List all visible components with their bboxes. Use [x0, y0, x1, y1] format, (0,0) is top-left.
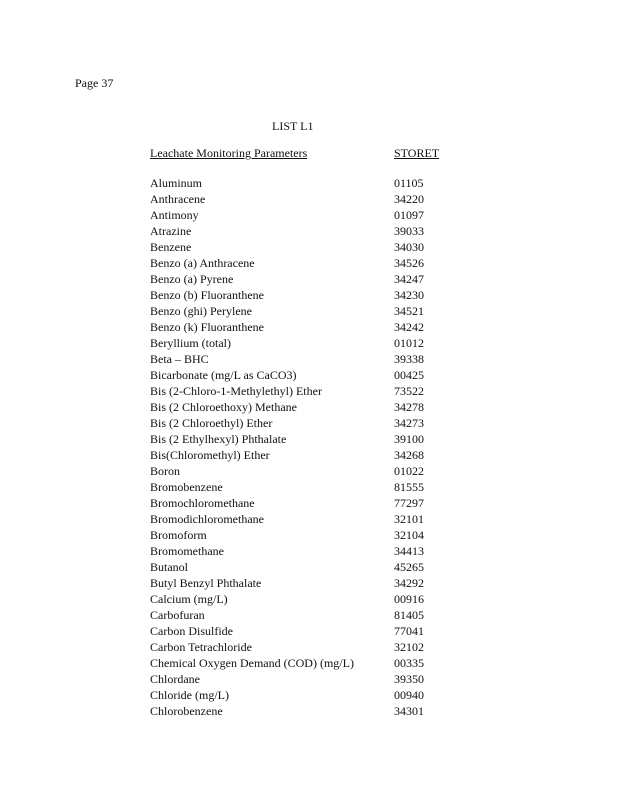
- parameter-name: Calcium (mg/L): [150, 592, 228, 606]
- table-row: [0, 272, 618, 288]
- table-row: [0, 512, 618, 528]
- parameter-name: Benzo (a) Anthracene: [150, 256, 255, 270]
- table-row: [0, 608, 618, 624]
- parameter-name: Carbon Disulfide: [150, 624, 233, 638]
- storet-code: 34526: [394, 256, 424, 270]
- storet-code: 77041: [394, 624, 424, 638]
- parameter-name: Bis (2-Chloro-1-Methylethyl) Ether: [150, 384, 322, 398]
- parameter-name: Benzo (a) Pyrene: [150, 272, 234, 286]
- table-row: [0, 400, 618, 416]
- storet-code: 34413: [394, 544, 424, 558]
- list-title: LIST L1: [272, 119, 314, 133]
- parameter-name: Chemical Oxygen Demand (COD) (mg/L): [150, 656, 354, 670]
- parameter-name: Butanol: [150, 560, 188, 574]
- parameter-name: Antimony: [150, 208, 199, 222]
- storet-code: 01022: [394, 464, 424, 478]
- parameter-name: Bis (2 Chloroethyl) Ether: [150, 416, 273, 430]
- column-header-storet: STORET: [394, 146, 440, 160]
- table-row: [0, 576, 618, 592]
- table-row: [0, 704, 618, 720]
- table-row: [0, 496, 618, 512]
- page-number: Page 37: [75, 76, 114, 90]
- parameter-name: Bis (2 Chloroethoxy) Methane: [150, 400, 297, 414]
- parameter-name: Benzene: [150, 240, 192, 254]
- parameter-name: Chlorobenzene: [150, 704, 223, 718]
- storet-code: 01105: [394, 176, 424, 190]
- storet-code: 32101: [394, 512, 424, 526]
- table-row: [0, 480, 618, 496]
- parameter-name: Anthracene: [150, 192, 206, 206]
- parameter-name: Bromochloromethane: [150, 496, 255, 510]
- parameter-name: Carbon Tetrachloride: [150, 640, 252, 654]
- table-row: [0, 528, 618, 544]
- parameter-name: Boron: [150, 464, 180, 478]
- storet-code: 32104: [394, 528, 424, 542]
- parameter-name: Bromodichloromethane: [150, 512, 264, 526]
- table-row: [0, 560, 618, 576]
- storet-code: 00940: [394, 688, 424, 702]
- storet-code: 34273: [394, 416, 424, 430]
- table-row: [0, 352, 618, 368]
- parameter-name: Carbofuran: [150, 608, 205, 622]
- storet-code: 34247: [394, 272, 424, 286]
- storet-code: 00916: [394, 592, 424, 606]
- parameter-name: Bicarbonate (mg/L as CaCO3): [150, 368, 297, 382]
- table-row: [0, 384, 618, 400]
- table-row: [0, 336, 618, 352]
- storet-code: 39350: [394, 672, 424, 686]
- table-row: [0, 688, 618, 704]
- storet-code: 34292: [394, 576, 424, 590]
- parameter-name: Bromobenzene: [150, 480, 223, 494]
- storet-code: 34301: [394, 704, 424, 718]
- parameter-name: Benzo (b) Fluoranthene: [150, 288, 264, 302]
- column-header-parameters: Leachate Monitoring Parameters: [150, 146, 308, 160]
- storet-code: 81405: [394, 608, 424, 622]
- table-row: [0, 224, 618, 240]
- parameter-name: Bis(Chloromethyl) Ether: [150, 448, 270, 462]
- table-header: [0, 146, 618, 162]
- parameter-name: Bis (2 Ethylhexyl) Phthalate: [150, 432, 287, 446]
- table-row: [0, 176, 618, 192]
- parameter-name: Bromomethane: [150, 544, 224, 558]
- table-row: [0, 640, 618, 656]
- table-row: [0, 256, 618, 272]
- storet-code: 77297: [394, 496, 424, 510]
- storet-code: 01097: [394, 208, 424, 222]
- parameter-name: Chloride (mg/L): [150, 688, 229, 702]
- storet-code: 32102: [394, 640, 424, 654]
- storet-code: 34278: [394, 400, 424, 414]
- table-row: [0, 288, 618, 304]
- table-row: [0, 592, 618, 608]
- table-row: [0, 464, 618, 480]
- storet-code: 39100: [394, 432, 424, 446]
- storet-code: 34220: [394, 192, 424, 206]
- storet-code: 34268: [394, 448, 424, 462]
- table-row: [0, 320, 618, 336]
- storet-code: 34230: [394, 288, 424, 302]
- parameter-name: Atrazine: [150, 224, 192, 238]
- table-row: [0, 544, 618, 560]
- table-row: [0, 368, 618, 384]
- table-row: [0, 448, 618, 464]
- parameter-name: Beta – BHC: [150, 352, 209, 366]
- parameter-name: Benzo (k) Fluoranthene: [150, 320, 264, 334]
- storet-code: 00335: [394, 656, 424, 670]
- table-row: [0, 208, 618, 224]
- table-row: [0, 240, 618, 256]
- storet-code: 39033: [394, 224, 424, 238]
- storet-code: 00425: [394, 368, 424, 382]
- storet-code: 39338: [394, 352, 424, 366]
- parameter-name: Benzo (ghi) Perylene: [150, 304, 252, 318]
- table-row: [0, 672, 618, 688]
- parameter-name: Chlordane: [150, 672, 200, 686]
- storet-code: 45265: [394, 560, 424, 574]
- parameter-name: Butyl Benzyl Phthalate: [150, 576, 262, 590]
- storet-code: 34521: [394, 304, 424, 318]
- storet-code: 34030: [394, 240, 424, 254]
- table-row: [0, 304, 618, 320]
- table-row: [0, 416, 618, 432]
- storet-code: 01012: [394, 336, 424, 350]
- parameter-table: [0, 176, 618, 720]
- storet-code: 81555: [394, 480, 424, 494]
- table-row: [0, 656, 618, 672]
- parameter-name: Bromoform: [150, 528, 207, 542]
- table-row: [0, 192, 618, 208]
- table-row: [0, 624, 618, 640]
- parameter-name: Aluminum: [150, 176, 203, 190]
- parameter-name: Beryllium (total): [150, 336, 231, 350]
- table-row: [0, 432, 618, 448]
- storet-code: 73522: [394, 384, 424, 398]
- storet-code: 34242: [394, 320, 424, 334]
